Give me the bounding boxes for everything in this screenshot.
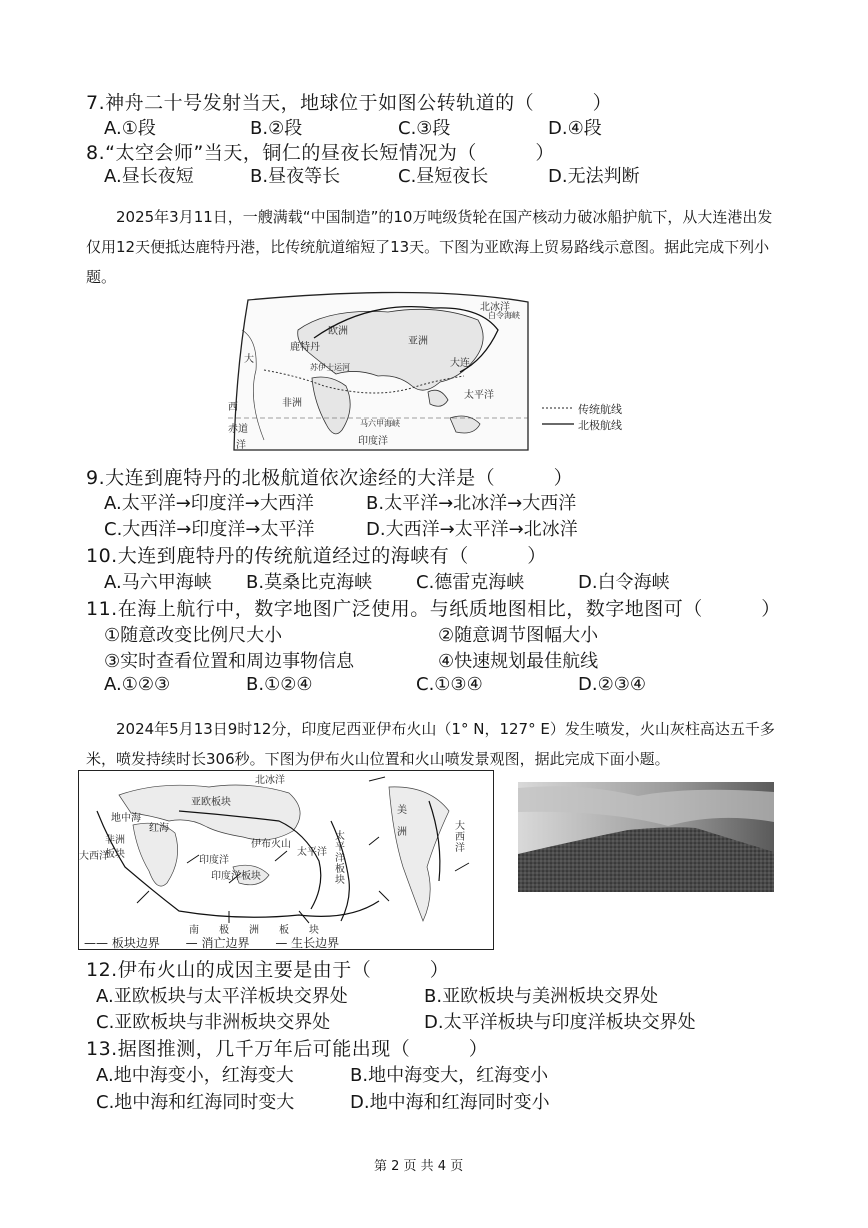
plate-label-america-1: 美 — [397, 805, 407, 816]
route-label-malacca: 马六甲海峡 — [360, 419, 400, 428]
shipping-passage: 2025年3月11日，一艘满载“中国制造”的10万吨级货轮在国产核动力破冰船护航下，从大连港出发仅用12天便抵达鹿特丹港，比传统航道缩短了13天。下图为亚欧海上贸易路线示意图。据此完成下列小题。 — [86, 208, 773, 286]
volcano-photo-svg — [518, 782, 774, 892]
trade-route-map-svg — [228, 290, 618, 452]
route-label-rotterdam: 鹿特丹 — [290, 342, 320, 353]
question-9-option-b[interactable]: B.太平洋→北冰洋→大西洋 — [366, 493, 577, 514]
question-11-stem: 11.在海上航行中，数字地图广泛使用。与纸质地图相比，数字地图可（ ） — [86, 598, 781, 620]
plate-label-pacific-plate: 太平洋板块 — [335, 831, 345, 886]
question-13-option-a[interactable]: A.地中海变小，红海变大 — [96, 1065, 294, 1086]
route-label-dalian: 大连 — [450, 358, 470, 369]
question-10-option-c[interactable]: C.德雷克海峡 — [416, 572, 525, 593]
question-8-option-d[interactable]: D.无法判断 — [548, 166, 640, 187]
question-11-option-a[interactable]: A.①②③ — [104, 674, 171, 695]
route-label-arctic: 北冰洋 — [480, 302, 510, 313]
question-11-option-c[interactable]: C.①③④ — [416, 674, 483, 695]
question-12-option-d[interactable]: D.太平洋板块与印度洋板块交界处 — [424, 1012, 696, 1033]
legend-growth: 生长边界 — [291, 936, 340, 950]
route-label-europe: 欧洲 — [328, 326, 348, 337]
question-12-option-a[interactable]: A.亚欧板块与太平洋板块交界处 — [96, 986, 348, 1007]
question-11-statement-1: ①随意改变比例尺大小 — [104, 625, 283, 646]
legend-traditional-route: 传统航线 — [578, 403, 622, 416]
question-8-option-b[interactable]: B.昼夜等长 — [250, 166, 341, 187]
question-13-option-b[interactable]: B.地中海变大，红海变小 — [350, 1065, 549, 1086]
question-11-statement-4: ④快速规划最佳航线 — [438, 651, 599, 672]
route-label-asia: 亚洲 — [408, 336, 428, 347]
trade-route-map — [228, 290, 622, 452]
legend-boundary: 板块边界 — [111, 936, 160, 950]
route-label-atlantic-c: 洋 — [236, 440, 246, 451]
route-label-bering: 白令海峡 — [488, 311, 520, 320]
plate-label-atlantic-2: 大西洋 — [455, 821, 465, 854]
question-12-option-b[interactable]: B.亚欧板块与美洲板块交界处 — [424, 986, 659, 1007]
plate-boundary-map-svg — [79, 771, 493, 933]
question-11-statement-2: ②随意调节图幅大小 — [438, 625, 599, 646]
plate-label-indian-ocean: 印度洋 — [199, 855, 229, 866]
question-10-option-b[interactable]: B.莫桑比克海峡 — [246, 572, 373, 593]
page-footer: 第 2 页 共 4 页 — [374, 1159, 464, 1174]
legend-arctic-route: 北极航线 — [578, 419, 622, 432]
question-9-option-d[interactable]: D.大西洋→太平洋→北冰洋 — [366, 519, 578, 540]
question-7-option-a[interactable]: A.①段 — [104, 118, 156, 139]
question-7-option-b[interactable]: B.②段 — [250, 118, 303, 139]
plate-label-pacific-ocean: 太平洋 — [297, 847, 327, 858]
plate-label-arctic: 北冰洋 — [255, 775, 285, 786]
question-11-statement-3: ③实时查看位置和周边事物信息 — [104, 651, 355, 672]
plate-legend — [84, 934, 339, 951]
plate-label-america-2: 洲 — [397, 827, 407, 838]
question-13-option-c[interactable]: C.地中海和红海同时变大 — [96, 1092, 295, 1113]
route-label-africa: 非洲 — [282, 398, 302, 409]
plate-label-ibu: 伊布火山 — [251, 839, 291, 850]
plate-label-atlantic-1: 大西洋 — [79, 851, 109, 862]
route-label-atlantic-b: 西 — [228, 402, 238, 413]
question-8-stem: 8.“太空会师”当天，铜仁的昼夜长短情况为（ ） — [86, 142, 555, 164]
legend-subduction: 消亡边界 — [201, 936, 250, 950]
question-9-option-a[interactable]: A.太平洋→印度洋→大西洋 — [104, 493, 314, 514]
route-label-atlantic-a: 大 — [244, 354, 254, 365]
question-12-option-c[interactable]: C.亚欧板块与非洲板块交界处 — [96, 1012, 331, 1033]
volcano-passage: 2024年5月13日9时12分，印度尼西亚伊布火山（1° N，127° E）发生喷发，火山灰柱高达五千多米，喷发持续时长306秒。下图为伊布火山位置和火山喷发景观图，据此完成下面小题。 — [86, 720, 775, 768]
question-8-option-a[interactable]: A.昼长夜短 — [104, 166, 194, 187]
plate-label-red-sea: 红海 — [149, 823, 169, 834]
plate-boundary-map — [78, 770, 494, 950]
plate-label-antarctic: 南 极 洲 板 块 — [189, 925, 319, 936]
question-9-option-c[interactable]: C.大西洋→印度洋→太平洋 — [104, 519, 315, 540]
legend-line-growth: — — [275, 936, 288, 950]
question-10-option-a[interactable]: A.马六甲海峡 — [104, 572, 212, 593]
legend-line-boundary: —— — [84, 936, 108, 950]
legend-line-subduction: — — [185, 936, 198, 950]
route-label-suez: 苏伊士运河 — [310, 363, 350, 372]
question-13-option-d[interactable]: D.地中海和红海同时变小 — [350, 1092, 550, 1113]
question-10-option-d[interactable]: D.白令海峡 — [578, 572, 670, 593]
route-label-pacific: 太平洋 — [464, 390, 494, 401]
route-label-equator: 赤道 — [228, 424, 248, 435]
plate-label-indian-plate: 印度洋板块 — [211, 871, 261, 882]
question-13-stem: 13.据图推测，几千万年后可能出现（ ） — [86, 1038, 489, 1060]
question-7-option-d[interactable]: D.④段 — [548, 118, 602, 139]
route-label-indian: 印度洋 — [358, 436, 388, 447]
plate-label-african-2: 板块 — [105, 849, 125, 860]
question-8-option-c[interactable]: C.昼短夜长 — [398, 166, 489, 187]
volcano-eruption-photo — [518, 782, 774, 892]
question-10-stem: 10.大连到鹿特丹的传统航道经过的海峡有（ ） — [86, 545, 547, 567]
question-7-stem: 7.神舟二十号发射当天，地球位于如图公转轨道的（ ） — [86, 92, 613, 114]
plate-label-eurasian: 亚欧板块 — [191, 797, 231, 808]
plate-label-african-1: 非洲 — [105, 835, 125, 846]
question-12-stem: 12.伊布火山的成因主要是由于（ ） — [86, 959, 450, 981]
question-11-option-d[interactable]: D.②③④ — [578, 674, 646, 695]
question-11-option-b[interactable]: B.①②④ — [246, 674, 313, 695]
question-7-option-c[interactable]: C.③段 — [398, 118, 451, 139]
question-9-stem: 9.大连到鹿特丹的北极航道依次途经的大洋是（ ） — [86, 467, 574, 489]
plate-label-mediterranean: 地中海 — [111, 813, 141, 824]
